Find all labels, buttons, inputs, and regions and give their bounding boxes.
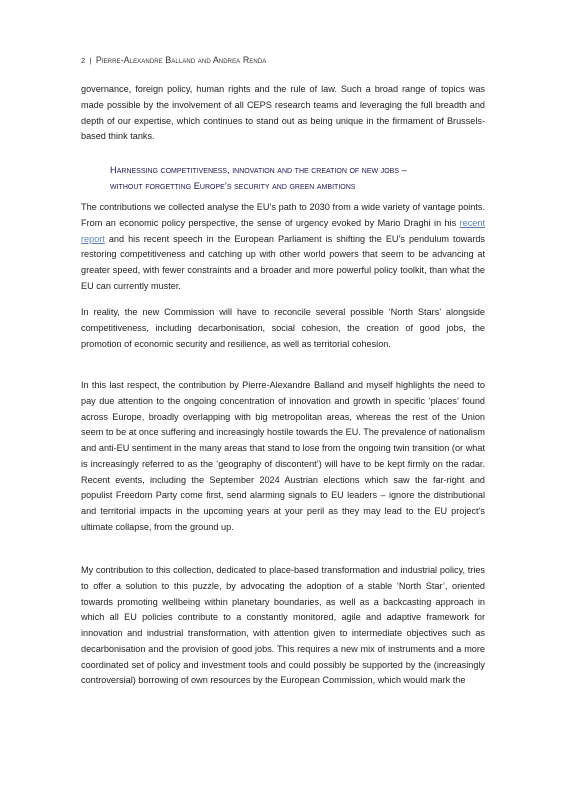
paragraph-contributions-text-end: and his recent speech in the European Parliament is shifting the EU’s pendulum towards restoring competitiveness and catching up with other world powers that seem to be advancing at greater speed, with fewer constraints and a broader and more powerful policy toolkit, than what the EU can currently muster. [81,233,485,291]
paragraph-contributions-text-start: The contributions we collected analyse the EU’s path to 2030 from a wide variety of vantage points. From an economic policy perspective, the sense of urgency evoked by Mario Draghi in his [81,202,485,228]
section-heading-line-1: Harnessing competitiveness, innovation and the creation of new jobs – [110,165,407,175]
paragraph-north-stars: In reality, the new Commission will have to reconcile several possible ‘North Stars’ alongside competitiveness, including decarbonisation, social cohesion, the creation of good jobs, the promotion of economic security and resilience, as well as territorial cohesion. [81,307,485,349]
page-number: 2 [81,56,86,65]
paragraph-intro-continued: governance, foreign policy, human rights and the rule of law. Such a broad range of topics was made possible by the involvement of all CEPS research teams and leveraging the full breadth and depth of our expertise, which continues to stand out as being unique in the firmament of Brussels-based think tanks. [81,84,485,142]
section-heading-line-2: without forgetting Europe’s security and green ambitions [110,181,356,191]
paragraph-my-contribution: My contribution to this collection, dedicated to place-based transformation and industrial policy, tries to offer a solution to this puzzle, by advocating the adoption of a stable ‘North Star’, oriented towards promoting wellbeing within planetary boundaries, as well as a backcasting approach in which all EU policies contribute to a constantly monitored, agile and adaptive framework for innovation and industrial transformation, with attention given to intermediate objectives such as decarbonisation and the provision of good jobs. This requires a new mix of instruments and a more coordinated set of policy and investment tools and could possibly be supported by the (increasingly controversial) borrowing of own resources by the European Commission, which would mark the [81,565,485,686]
paragraph-places: In this last respect, the contribution by Pierre-Alexandre Balland and myself highlights the need to pay due attention to the ongoing concentration of innovation and growth in specific ‘places’ found across Europe, broadly overlapping with big metropolitan areas, whereas the rest of the Union seem to be at once suffering and increasingly hostile towards the EU. The prevalence of nationalism and anti-EU sentiment in the many areas that stand to lose from the ongoing twin transition (or what is increasingly referred to as the ‘geography of discontent’) will have to be kept firmly on the radar. Recent events, including the September 2024 Austrian elections which saw the far-right and populist Freedom Party come first, send alarming signals to EU leaders – ignore the distributional and territorial impacts in the upcoming years at your peril as they may lead to the EU project’s ultimate collapse, from the ground up. [81,380,485,532]
recent-report-link[interactable]: recent report [81,217,485,244]
header-authors: Pierre-Alexandre Balland and Andrea Renda [95,55,267,65]
header-separator: | [89,56,92,65]
running-header [81,55,266,65]
section-heading [110,162,488,194]
paragraph-contributions [81,200,485,295]
